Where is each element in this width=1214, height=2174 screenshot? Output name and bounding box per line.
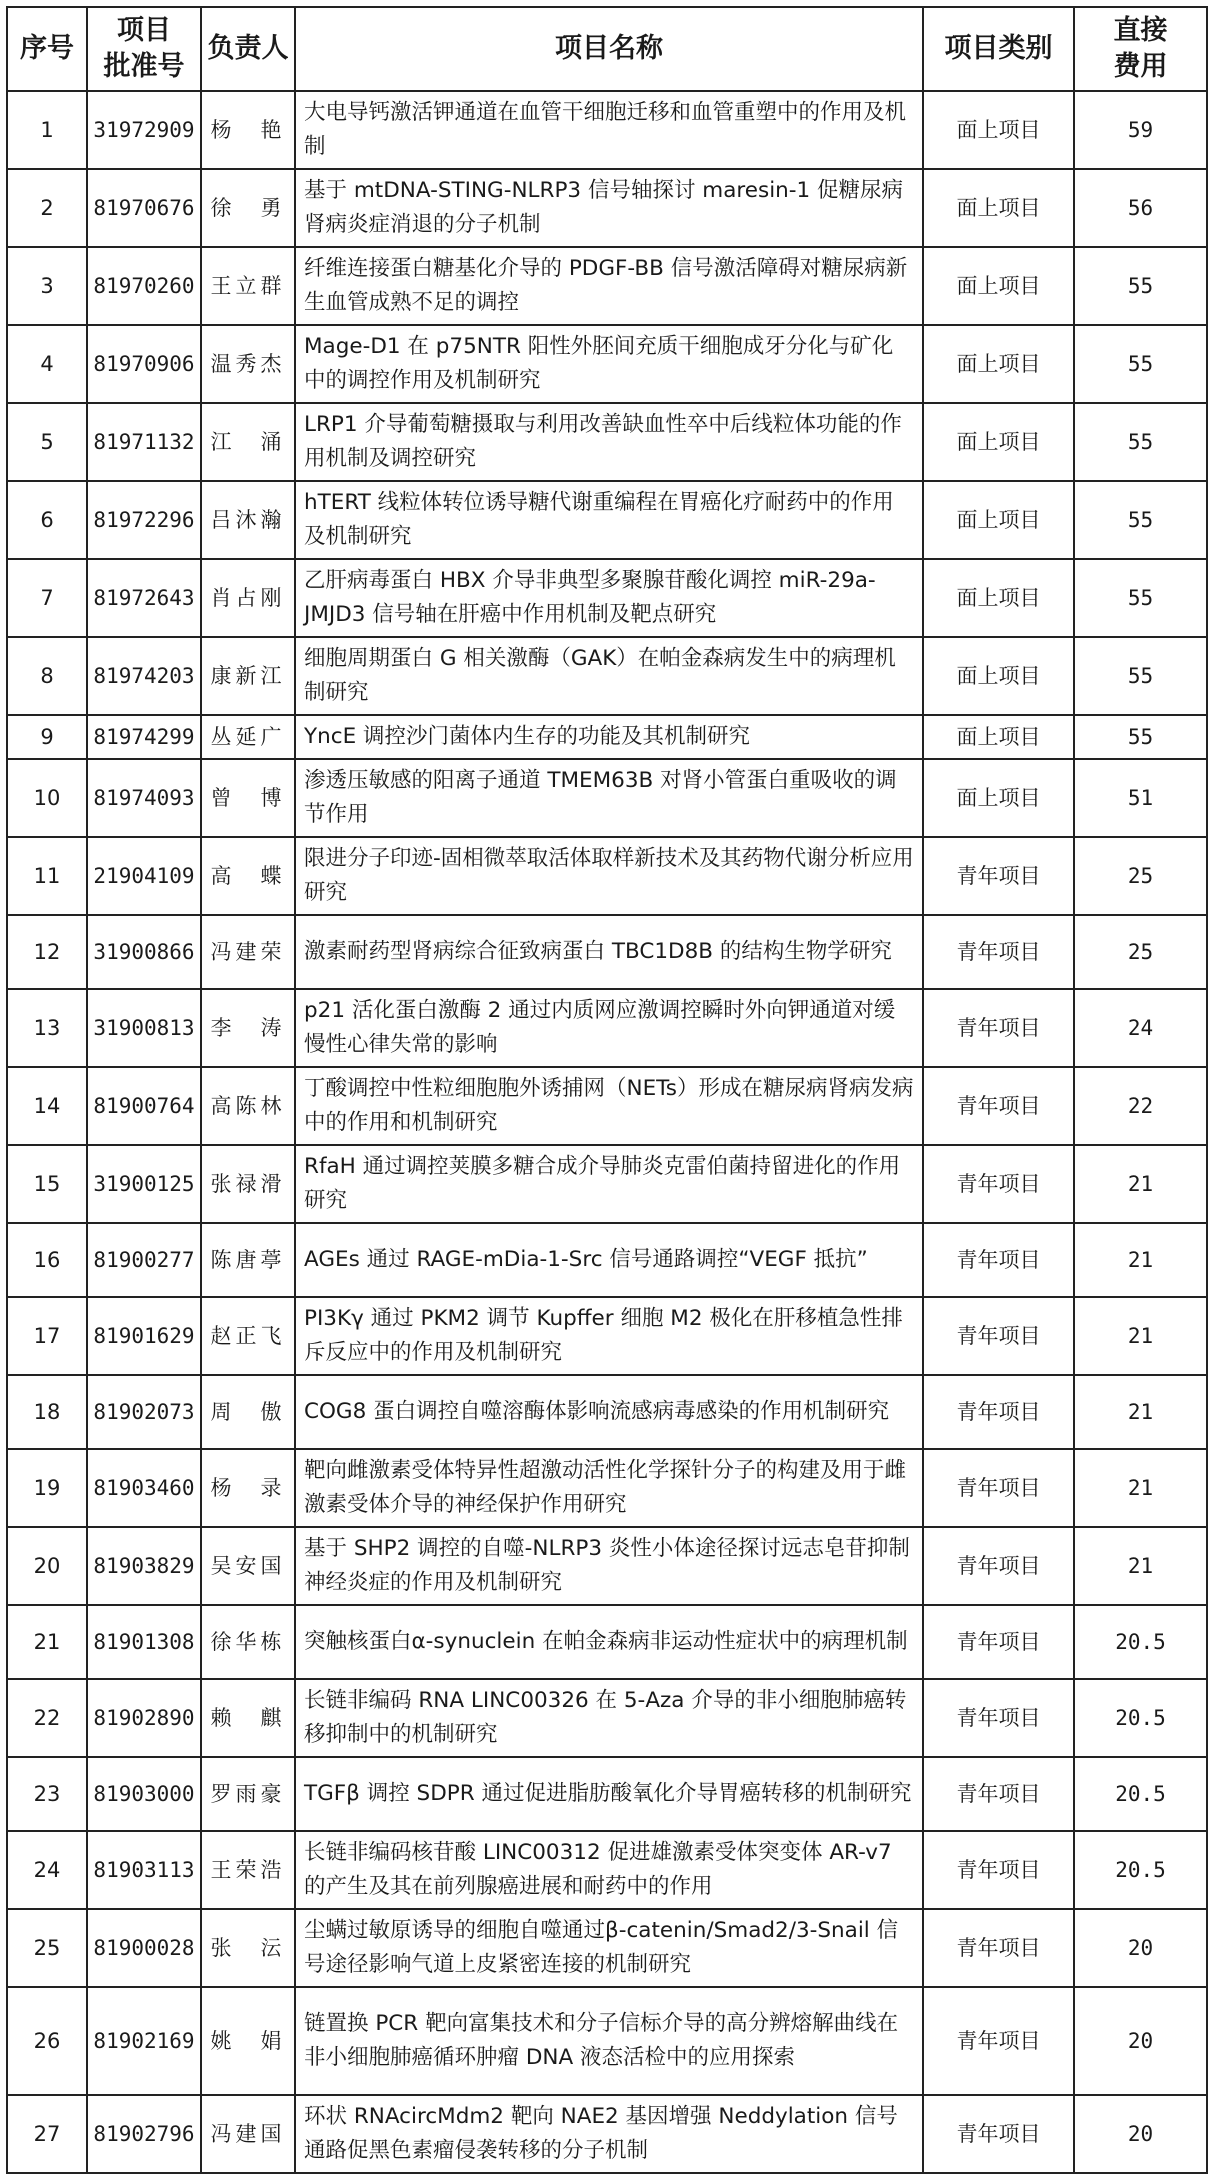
row-approval-number-cell: 81901308 [87, 1605, 201, 1679]
table-row [7, 1067, 1207, 1145]
row-leader-cell: 吕沐瀚 [201, 481, 295, 559]
row-category-cell: 青年项目 [923, 1375, 1074, 1449]
row-leader-cell: 杨 录 [201, 1449, 295, 1527]
table-row [7, 2095, 1207, 2173]
row-approval-number-cell: 31900866 [87, 915, 201, 989]
table-row [7, 759, 1207, 837]
row-category-cell: 面上项目 [923, 91, 1074, 169]
row-approval-number-cell: 81970676 [87, 169, 201, 247]
row-project-name-cell: 基于 SHP2 调控的自噬-NLRP3 炎性小体途径探讨远志皂苷抑制神经炎症的作用及机制研究 [295, 1527, 923, 1605]
row-category-cell: 青年项目 [923, 1145, 1074, 1223]
row-seq-cell: 24 [7, 1831, 87, 1909]
row-seq-cell: 20 [7, 1527, 87, 1605]
table-row [7, 559, 1207, 637]
row-project-name-cell: RfaH 通过调控荚膜多糖合成介导肺炎克雷伯菌持留进化的作用研究 [295, 1145, 923, 1223]
row-approval-number-cell: 81903113 [87, 1831, 201, 1909]
table-row [7, 1449, 1207, 1527]
row-approval-number-cell: 81974299 [87, 715, 201, 759]
row-category-cell: 青年项目 [923, 1987, 1074, 2095]
row-direct-cost-cell: 20 [1074, 2095, 1207, 2173]
header-cost-line1: 直接 [1113, 15, 1168, 46]
row-approval-number-cell: 81972643 [87, 559, 201, 637]
table-row [7, 1223, 1207, 1297]
row-approval-number-cell: 81902796 [87, 2095, 201, 2173]
row-seq-cell: 13 [7, 989, 87, 1067]
row-direct-cost-cell: 55 [1074, 403, 1207, 481]
row-approval-number-cell: 81901629 [87, 1297, 201, 1375]
row-direct-cost-cell: 51 [1074, 759, 1207, 837]
row-project-name-cell: 长链非编码核苷酸 LINC00312 促进雄激素受体突变体 AR-v7 的产生及其在前列腺癌进展和耐药中的作用 [295, 1831, 923, 1909]
row-seq-cell: 4 [7, 325, 87, 403]
row-seq-cell: 26 [7, 1987, 87, 2095]
row-leader-cell: 罗雨豪 [201, 1757, 295, 1831]
row-approval-number-cell: 31900125 [87, 1145, 201, 1223]
row-category-cell: 青年项目 [923, 915, 1074, 989]
table-row [7, 1909, 1207, 1987]
row-seq-cell: 12 [7, 915, 87, 989]
row-direct-cost-cell: 20.5 [1074, 1605, 1207, 1679]
header-approval-line1: 项目 [117, 15, 171, 46]
row-direct-cost-cell: 24 [1074, 989, 1207, 1067]
row-leader-cell: 丛延广 [201, 715, 295, 759]
row-direct-cost-cell: 22 [1074, 1067, 1207, 1145]
row-project-name-cell: 细胞周期蛋白 G 相关激酶（GAK）在帕金森病发生中的病理机制研究 [295, 637, 923, 715]
table-row [7, 403, 1207, 481]
table-row [7, 1527, 1207, 1605]
row-seq-cell: 18 [7, 1375, 87, 1449]
row-project-name-cell: 大电导钙激活钾通道在血管干细胞迁移和血管重塑中的作用及机制 [295, 91, 923, 169]
table-row [7, 715, 1207, 759]
table-row [7, 91, 1207, 169]
header-leader: 负责人 [201, 7, 295, 91]
row-direct-cost-cell: 21 [1074, 1527, 1207, 1605]
row-direct-cost-cell: 21 [1074, 1375, 1207, 1449]
row-category-cell: 青年项目 [923, 1757, 1074, 1831]
header-direct-cost [1074, 7, 1207, 91]
row-seq-cell: 21 [7, 1605, 87, 1679]
row-seq-cell: 1 [7, 91, 87, 169]
table-row [7, 637, 1207, 715]
table-row [7, 169, 1207, 247]
row-project-name-cell: 突触核蛋白α-synuclein 在帕金森病非运动性症状中的病理机制 [295, 1605, 923, 1679]
row-project-name-cell: 纤维连接蛋白糖基化介导的 PDGF-BB 信号激活障碍对糖尿病新生血管成熟不足的调控 [295, 247, 923, 325]
table-row [7, 325, 1207, 403]
row-category-cell: 青年项目 [923, 2095, 1074, 2173]
row-leader-cell: 杨 艳 [201, 91, 295, 169]
row-seq-cell: 5 [7, 403, 87, 481]
row-direct-cost-cell: 55 [1074, 481, 1207, 559]
row-project-name-cell: 丁酸调控中性粒细胞胞外诱捕网（NETs）形成在糖尿病肾病发病中的作用和机制研究 [295, 1067, 923, 1145]
table-row [7, 1605, 1207, 1679]
row-direct-cost-cell: 20 [1074, 1909, 1207, 1987]
row-project-name-cell: 尘螨过敏原诱导的细胞自噬通过β-catenin/Smad2/3-Snail 信号途径影响气道上皮紧密连接的机制研究 [295, 1909, 923, 1987]
row-project-name-cell: TGFβ 调控 SDPR 通过促进脂肪酸氧化介导胃癌转移的机制研究 [295, 1757, 923, 1831]
row-direct-cost-cell: 21 [1074, 1145, 1207, 1223]
project-table [6, 6, 1208, 2174]
row-project-name-cell: Mage-D1 在 p75NTR 阳性外胚间充质干细胞成牙分化与矿化中的调控作用及机制研究 [295, 325, 923, 403]
row-project-name-cell: 乙肝病毒蛋白 HBX 介导非典型多聚腺苷酸化调控 miR-29a-JMJD3 信号轴在肝癌中作用机制及靶点研究 [295, 559, 923, 637]
row-project-name-cell: 激素耐药型肾病综合征致病蛋白 TBC1D8B 的结构生物学研究 [295, 915, 923, 989]
row-direct-cost-cell: 56 [1074, 169, 1207, 247]
row-direct-cost-cell: 20.5 [1074, 1679, 1207, 1757]
row-direct-cost-cell: 20.5 [1074, 1757, 1207, 1831]
row-approval-number-cell: 31972909 [87, 91, 201, 169]
row-seq-cell: 7 [7, 559, 87, 637]
row-direct-cost-cell: 55 [1074, 637, 1207, 715]
header-category: 项目类别 [923, 7, 1074, 91]
row-category-cell: 面上项目 [923, 325, 1074, 403]
row-leader-cell: 周 傲 [201, 1375, 295, 1449]
row-leader-cell: 王荣浩 [201, 1831, 295, 1909]
row-leader-cell: 徐华栋 [201, 1605, 295, 1679]
row-leader-cell: 吴安国 [201, 1527, 295, 1605]
row-category-cell: 面上项目 [923, 715, 1074, 759]
row-direct-cost-cell: 55 [1074, 247, 1207, 325]
row-leader-cell: 冯建国 [201, 2095, 295, 2173]
table-row [7, 1757, 1207, 1831]
row-project-name-cell: hTERT 线粒体转位诱导糖代谢重编程在胃癌化疗耐药中的作用及机制研究 [295, 481, 923, 559]
row-approval-number-cell: 81902073 [87, 1375, 201, 1449]
row-seq-cell: 23 [7, 1757, 87, 1831]
row-category-cell: 面上项目 [923, 481, 1074, 559]
row-seq-cell: 14 [7, 1067, 87, 1145]
row-seq-cell: 17 [7, 1297, 87, 1375]
row-category-cell: 青年项目 [923, 1527, 1074, 1605]
row-project-name-cell: p21 活化蛋白激酶 2 通过内质网应激调控瞬时外向钾通道对缓慢性心律失常的影响 [295, 989, 923, 1067]
row-project-name-cell: LRP1 介导葡萄糖摄取与利用改善缺血性卒中后线粒体功能的作用机制及调控研究 [295, 403, 923, 481]
row-category-cell: 青年项目 [923, 1067, 1074, 1145]
row-seq-cell: 19 [7, 1449, 87, 1527]
row-direct-cost-cell: 55 [1074, 715, 1207, 759]
table-row [7, 915, 1207, 989]
row-leader-cell: 高陈林 [201, 1067, 295, 1145]
table-row [7, 1831, 1207, 1909]
table-row [7, 989, 1207, 1067]
row-category-cell: 青年项目 [923, 1679, 1074, 1757]
row-project-name-cell: 环状 RNAcircMdm2 靶向 NAE2 基因增强 Neddylation 信号通路促黑色素瘤侵袭转移的分子机制 [295, 2095, 923, 2173]
row-direct-cost-cell: 55 [1074, 559, 1207, 637]
header-approval-number [87, 7, 201, 91]
row-leader-cell: 张禄滑 [201, 1145, 295, 1223]
table-row [7, 1145, 1207, 1223]
table-row [7, 1679, 1207, 1757]
row-leader-cell: 江 涌 [201, 403, 295, 481]
header-seq: 序号 [7, 7, 87, 91]
row-category-cell: 青年项目 [923, 1831, 1074, 1909]
row-direct-cost-cell: 25 [1074, 837, 1207, 915]
row-direct-cost-cell: 21 [1074, 1449, 1207, 1527]
row-leader-cell: 曾 博 [201, 759, 295, 837]
row-approval-number-cell: 81903460 [87, 1449, 201, 1527]
row-approval-number-cell: 81974093 [87, 759, 201, 837]
row-category-cell: 青年项目 [923, 837, 1074, 915]
row-leader-cell: 冯建荣 [201, 915, 295, 989]
row-leader-cell: 徐 勇 [201, 169, 295, 247]
row-seq-cell: 6 [7, 481, 87, 559]
row-category-cell: 面上项目 [923, 637, 1074, 715]
row-project-name-cell: 基于 mtDNA-STING-NLRP3 信号轴探讨 maresin-1 促糖尿病肾病炎症消退的分子机制 [295, 169, 923, 247]
row-category-cell: 青年项目 [923, 989, 1074, 1067]
document-page [6, 6, 1206, 2174]
row-project-name-cell: 链置换 PCR 靶向富集技术和分子信标介导的高分辨熔解曲线在非小细胞肺癌循环肿瘤 DNA 液态活检中的应用探索 [295, 1987, 923, 2095]
row-seq-cell: 16 [7, 1223, 87, 1297]
row-approval-number-cell: 21904109 [87, 837, 201, 915]
row-seq-cell: 10 [7, 759, 87, 837]
row-category-cell: 青年项目 [923, 1449, 1074, 1527]
row-approval-number-cell: 81970906 [87, 325, 201, 403]
row-approval-number-cell: 81903000 [87, 1757, 201, 1831]
row-leader-cell: 王立群 [201, 247, 295, 325]
row-leader-cell: 赖 麒 [201, 1679, 295, 1757]
row-leader-cell: 陈唐葶 [201, 1223, 295, 1297]
row-approval-number-cell: 81972296 [87, 481, 201, 559]
row-seq-cell: 22 [7, 1679, 87, 1757]
row-approval-number-cell: 81900277 [87, 1223, 201, 1297]
row-category-cell: 青年项目 [923, 1223, 1074, 1297]
row-category-cell: 面上项目 [923, 559, 1074, 637]
header-approval-line2: 批准号 [103, 51, 185, 82]
row-leader-cell: 赵正飞 [201, 1297, 295, 1375]
row-category-cell: 面上项目 [923, 247, 1074, 325]
row-category-cell: 青年项目 [923, 1297, 1074, 1375]
row-project-name-cell: AGEs 通过 RAGE-mDia-1-Src 信号通路调控“VEGF 抵抗” [295, 1223, 923, 1297]
row-approval-number-cell: 31900813 [87, 989, 201, 1067]
row-seq-cell: 11 [7, 837, 87, 915]
row-seq-cell: 3 [7, 247, 87, 325]
row-leader-cell: 康新江 [201, 637, 295, 715]
row-project-name-cell: 限进分子印迹-固相微萃取活体取样新技术及其药物代谢分析应用研究 [295, 837, 923, 915]
row-approval-number-cell: 81971132 [87, 403, 201, 481]
row-project-name-cell: PI3Kγ 通过 PKM2 调节 Kupffer 细胞 M2 极化在肝移植急性排斥反应中的作用及机制研究 [295, 1297, 923, 1375]
row-direct-cost-cell: 21 [1074, 1223, 1207, 1297]
row-direct-cost-cell: 20.5 [1074, 1831, 1207, 1909]
row-seq-cell: 8 [7, 637, 87, 715]
row-leader-cell: 高 蝶 [201, 837, 295, 915]
row-approval-number-cell: 81900764 [87, 1067, 201, 1145]
table-row [7, 1297, 1207, 1375]
row-project-name-cell: COG8 蛋白调控自噬溶酶体影响流感病毒感染的作用机制研究 [295, 1375, 923, 1449]
row-direct-cost-cell: 25 [1074, 915, 1207, 989]
row-approval-number-cell: 81903829 [87, 1527, 201, 1605]
table-row [7, 1375, 1207, 1449]
row-category-cell: 青年项目 [923, 1605, 1074, 1679]
header-project-name: 项目名称 [295, 7, 923, 91]
row-seq-cell: 25 [7, 1909, 87, 1987]
row-project-name-cell: YncE 调控沙门菌体内生存的功能及其机制研究 [295, 715, 923, 759]
row-approval-number-cell: 81902169 [87, 1987, 201, 2095]
header-cost-line2: 费用 [1113, 51, 1168, 82]
row-seq-cell: 27 [7, 2095, 87, 2173]
row-leader-cell: 李 涛 [201, 989, 295, 1067]
row-leader-cell: 张 沄 [201, 1909, 295, 1987]
row-category-cell: 面上项目 [923, 759, 1074, 837]
table-row [7, 837, 1207, 915]
row-category-cell: 面上项目 [923, 169, 1074, 247]
header-row [7, 7, 1207, 91]
row-approval-number-cell: 81900028 [87, 1909, 201, 1987]
row-direct-cost-cell: 55 [1074, 325, 1207, 403]
row-project-name-cell: 靶向雌激素受体特异性超激动活性化学探针分子的构建及用于雌激素受体介导的神经保护作用研究 [295, 1449, 923, 1527]
row-category-cell: 青年项目 [923, 1909, 1074, 1987]
row-direct-cost-cell: 20 [1074, 1987, 1207, 2095]
table-row [7, 247, 1207, 325]
row-seq-cell: 15 [7, 1145, 87, 1223]
row-project-name-cell: 渗透压敏感的阳离子通道 TMEM63B 对肾小管蛋白重吸收的调节作用 [295, 759, 923, 837]
row-direct-cost-cell: 59 [1074, 91, 1207, 169]
row-approval-number-cell: 81902890 [87, 1679, 201, 1757]
row-leader-cell: 肖占刚 [201, 559, 295, 637]
table-row [7, 481, 1207, 559]
row-approval-number-cell: 81974203 [87, 637, 201, 715]
row-leader-cell: 温秀杰 [201, 325, 295, 403]
table-row [7, 1987, 1207, 2095]
row-leader-cell: 姚 娟 [201, 1987, 295, 2095]
row-seq-cell: 2 [7, 169, 87, 247]
row-seq-cell: 9 [7, 715, 87, 759]
row-direct-cost-cell: 21 [1074, 1297, 1207, 1375]
row-approval-number-cell: 81970260 [87, 247, 201, 325]
row-project-name-cell: 长链非编码 RNA LINC00326 在 5-Aza 介导的非小细胞肺癌转移抑制中的机制研究 [295, 1679, 923, 1757]
row-category-cell: 面上项目 [923, 403, 1074, 481]
